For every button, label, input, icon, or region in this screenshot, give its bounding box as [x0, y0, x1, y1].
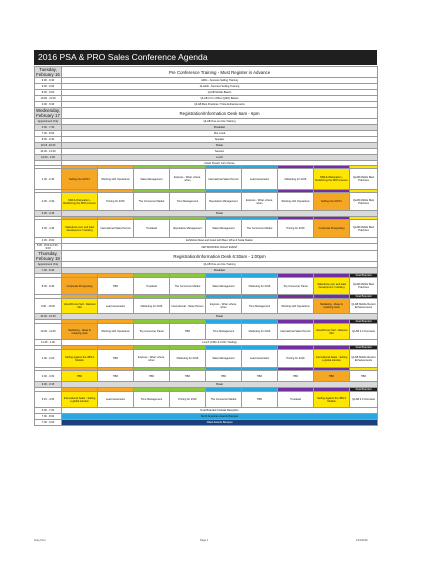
- session-cell: Express - What, where, when: [134, 350, 170, 368]
- session-cell: International Sales Person: [206, 169, 242, 190]
- session-cell: Dual Branded: [350, 274, 378, 278]
- session-cell: QLAB One-on-One Training: [62, 262, 378, 268]
- session-cell: Salesforce.com and lead development / tracking: [314, 278, 350, 295]
- session-cell: International Sales - Selling a global solution: [62, 392, 98, 408]
- schedule-row: [35, 169, 378, 190]
- schedule-row: [35, 299, 378, 314]
- session-cell: Corporate Prospecting: [62, 278, 98, 295]
- time-slot-cell: Appointment Only: [35, 119, 62, 125]
- session-cell: QLAB Mobile Best Practices: [350, 220, 378, 238]
- time-slot-cell: 1:30 - 2:30: [35, 169, 62, 190]
- footer-date: 1/10/2016: [356, 539, 368, 542]
- session-cell: QLAB 2.0 Overview: [350, 324, 378, 340]
- session-cell: Marketing for 2016: [134, 299, 170, 314]
- session-cell: Working with Operations: [98, 324, 134, 340]
- session-cell: Trustlead: [278, 392, 314, 408]
- session-cell: Lead Generation: [98, 299, 134, 314]
- time-slot-cell: 4:45 - 8:00: [35, 238, 62, 244]
- session-cell: Working with Operations: [278, 193, 314, 211]
- session-cell: Express - What, where, when: [242, 193, 278, 211]
- session-cell: Lunch (CMC & COIC Trading): [62, 340, 378, 346]
- session-cell: Express - What, where, when: [206, 299, 242, 314]
- session-cell: QLAB One-on-One Training: [62, 119, 378, 125]
- schedule-row: [35, 251, 378, 262]
- session-cell: The Consumer Market: [206, 392, 242, 408]
- session-cell: Upsell/Cross Sell - National OEI: [62, 299, 98, 314]
- session-cell: Trustlead: [134, 220, 170, 238]
- time-slot-cell: 7:30 - 8:00: [35, 131, 62, 137]
- session-cell: Corporate Prospecting: [314, 220, 350, 238]
- time-slot-cell: 10:00 - 11:30: [35, 96, 62, 102]
- session-cell: Allied Awards Banquet: [62, 420, 378, 426]
- session-cell: Working with Operations: [278, 299, 314, 314]
- session-cell: TBD: [350, 371, 378, 382]
- session-cell: Session: [62, 149, 378, 155]
- session-cell: Trustlead: [134, 278, 170, 295]
- footer-page-number: Page 1: [200, 539, 209, 542]
- session-cell: TBD: [170, 324, 206, 340]
- schedule-row: [35, 371, 378, 382]
- session-cell: The Consumer Market: [134, 193, 170, 211]
- time-slot-cell: 10:15 -10:30: [35, 143, 62, 149]
- session-cell: Lead Generation: [98, 392, 134, 408]
- schedule-row: [35, 220, 378, 238]
- time-slot-cell: 12:00 - 1:00: [35, 155, 62, 161]
- time-slot-cell: 7:00 - 8:30: [35, 268, 62, 274]
- session-cell: Express - What, where, when: [170, 169, 206, 190]
- schedule-row: [35, 392, 378, 408]
- session-cell: SSRJH Relocation - Redefining the RFP process: [62, 193, 98, 211]
- time-slot-cell: 8:30 - 9:00: [35, 90, 62, 96]
- session-cell: International Sales - Selling a global solution: [314, 350, 350, 368]
- session-cell: Registration/Information Desk 6am - 6pm: [62, 108, 378, 119]
- session-cell: Selling Against the 3B/13 Models: [314, 392, 350, 408]
- time-slot-cell: 1:00 - 2:00: [35, 350, 62, 368]
- footer-left: Grey Font: [34, 539, 46, 542]
- session-cell: Reputation Management: [206, 193, 242, 211]
- time-slot-cell: Wednesday, February 17: [36, 108, 60, 118]
- session-cell: Reputation Management: [170, 220, 206, 238]
- time-slot-cell: 10:30 - 10:45: [35, 314, 62, 320]
- session-cell: QLAB Best Practices 7 New Enhancements: [62, 102, 378, 108]
- session-cell: Sales Management: [134, 169, 170, 190]
- session-cell: Top Consumer Panel: [278, 278, 314, 295]
- schedule-row: [35, 420, 378, 426]
- session-cell: Pre Conference Training - Must Register in Advance: [62, 67, 378, 78]
- session-cell: Marketing for 2016: [278, 169, 314, 190]
- session-cell: Time Management: [170, 193, 206, 211]
- session-cell: TBD: [242, 371, 278, 382]
- time-slot-cell: 4:00 - 5:30: [35, 102, 62, 108]
- time-slot-cell: 9:00 - 9:00: [35, 84, 62, 90]
- time-slot-cell: 2:30 - 3:30: [35, 193, 62, 211]
- session-cell: TBD: [242, 392, 278, 408]
- time-slot-cell: 5:30 - 8:00 & 6:30 - 9:00: [35, 244, 62, 251]
- session-cell: Dual Branded Cocktail Reception: [62, 408, 378, 414]
- schedule-row: [35, 324, 378, 340]
- session-cell: ARIG - Success Selling Training: [62, 78, 378, 84]
- time-slot-cell: 10:45 - 11:45: [35, 324, 62, 340]
- session-cell: Marketing - Ideas & retaining tools: [314, 299, 350, 314]
- session-cell: Upsell/Cross Sell - National OEI: [314, 324, 350, 340]
- time-slot-cell: 9:30 - 10:30: [35, 299, 62, 314]
- session-cell: Break: [62, 211, 378, 217]
- session-cell: Time Management: [242, 299, 278, 314]
- time-slot-cell: 9:00 - 9:30: [35, 78, 62, 84]
- session-cell: Working with Operations: [98, 169, 134, 190]
- session-cell: QLAB 2.0 in Office (QEO) Basics: [62, 96, 378, 102]
- time-slot-cell: 7:00 - 8:00: [35, 414, 62, 420]
- session-cell: Pricing for 2016: [278, 350, 314, 368]
- session-cell: Marketing for 2016: [242, 324, 278, 340]
- time-slot-cell: Thursday, February 18: [36, 251, 60, 261]
- session-cell: Breakfast: [62, 268, 378, 274]
- session-cell: Marketing for 2016: [170, 350, 206, 368]
- time-slot-cell: 3:00 - 3:15: [35, 382, 62, 388]
- session-cell: The Consumer Market: [170, 278, 206, 295]
- session-cell: TBD: [170, 371, 206, 382]
- session-cell: Marketing - Ideas & retaining tools: [62, 324, 98, 340]
- session-cell: TBD: [98, 371, 134, 382]
- session-cell: Break: [62, 382, 378, 388]
- session-cell: Selling into GPO's: [62, 169, 98, 190]
- session-cell: Selling Against the 3B/13 Models: [62, 350, 98, 368]
- session-cell: Lead Generation: [242, 350, 278, 368]
- session-cell: NETWORKING NIGHT EVENT: [62, 244, 378, 251]
- session-cell: Marketing for 2016: [242, 278, 278, 295]
- session-cell: International Sales Person: [98, 220, 134, 238]
- session-cell: QLAB Mobile Recent Enhancements: [350, 299, 378, 314]
- time-slot-cell: 7:00 - 9:00: [35, 420, 62, 426]
- session-cell: Time Management: [134, 392, 170, 408]
- session-cell: QLAB Mobile Best Practices: [350, 278, 378, 295]
- schedule-row: [35, 67, 378, 78]
- schedule-row: [35, 108, 378, 119]
- session-cell: TBD: [278, 371, 314, 382]
- session-cell: Dual Branded: [350, 320, 378, 324]
- time-slot-cell: 10:30 - 12:00: [35, 149, 62, 155]
- time-slot-cell: 8:00 - 9:30: [35, 137, 62, 143]
- agenda-title: 2016 PSA & PRO Sales Conference Agenda: [34, 50, 377, 65]
- session-cell: Speaker: [62, 137, 378, 143]
- session-cell: TBD: [314, 371, 350, 382]
- session-cell: Break: [62, 143, 378, 149]
- session-cell: Dual Branded: [350, 346, 378, 350]
- schedule-row: [35, 193, 378, 211]
- session-cell: QLAB Mobile Best Practices: [350, 169, 378, 190]
- session-cell: SSRJH Relocation - Redefining the RFP process: [314, 169, 350, 190]
- time-slot-cell: 6:00 - 7:00: [35, 408, 62, 414]
- session-cell: International - Sales Person: [170, 299, 206, 314]
- time-slot-cell: 2:00 - 3:00: [35, 371, 62, 382]
- session-cell: Sales Management: [206, 220, 242, 238]
- session-cell: QLAB Mobile Recent Enhancements: [350, 350, 378, 368]
- session-cell: Mor Local: [62, 131, 378, 137]
- time-slot-cell: 8:30 - 9:30: [35, 278, 62, 295]
- schedule-row: [35, 350, 378, 368]
- schedule-row: [35, 278, 378, 295]
- session-cell: Lead Generation: [242, 169, 278, 190]
- agenda-schedule-table: [34, 66, 378, 426]
- time-slot-cell: 3:30 - 3:45: [35, 211, 62, 217]
- schedule-row: [35, 244, 378, 251]
- time-slot-cell: 11:45 - 1:00: [35, 340, 62, 346]
- time-slot-cell: 3:15 - 4:00: [35, 392, 62, 408]
- session-cell: TBD: [98, 278, 134, 295]
- session-cell: QLAB Mobile Best Practices: [350, 193, 378, 211]
- session-cell: Lunch: [62, 155, 378, 161]
- session-cell: ALLIED - Success Selling Training: [62, 84, 378, 90]
- session-cell: TBD: [206, 371, 242, 382]
- session-cell: Dual Branded: [350, 295, 378, 299]
- session-cell: Sales Management: [206, 278, 242, 295]
- session-cell: The Consumer Market: [242, 220, 278, 238]
- session-cell: Pricing for 2016: [278, 220, 314, 238]
- session-cell: QLAB 2.0 Overview: [350, 392, 378, 408]
- session-cell: TBD: [98, 350, 134, 368]
- session-cell: Top Consumer Panel: [134, 324, 170, 340]
- session-cell: Exhibitors Meet and Greet with Beer, Wine & Soda Station: [62, 238, 378, 244]
- session-cell: Sales Management: [206, 350, 242, 368]
- session-cell: Pricing for 2016: [170, 392, 206, 408]
- time-slot-cell: 3:45 - 4:45: [35, 220, 62, 238]
- session-cell: Pricing for 2016: [98, 193, 134, 211]
- time-slot-cell: Appointment Only: [35, 262, 62, 268]
- session-cell: Selling into GPO's: [314, 193, 350, 211]
- time-slot-cell: 6:30 - 7:30: [35, 125, 62, 131]
- session-cell: Salesforce.com and lead development / tracking: [62, 220, 98, 238]
- session-cell: Dual Branded: [350, 388, 378, 392]
- session-cell: North American Awards Banquet: [62, 414, 378, 420]
- session-cell: QLAB Mobile Basics: [62, 90, 378, 96]
- session-cell: TBD: [62, 371, 98, 382]
- session-cell: International Sales Person: [278, 324, 314, 340]
- session-cell: TBD: [134, 371, 170, 382]
- session-cell: Breakfast: [62, 125, 378, 131]
- session-cell: Registration/Information Desk 6:30am - 1:00pm: [62, 251, 378, 262]
- session-cell: Break: [62, 314, 378, 320]
- session-cell: Time Management: [206, 324, 242, 340]
- session-cell: David Powell, John Pierce: [62, 161, 378, 166]
- time-slot-cell: Tuesday, February 16: [36, 67, 60, 77]
